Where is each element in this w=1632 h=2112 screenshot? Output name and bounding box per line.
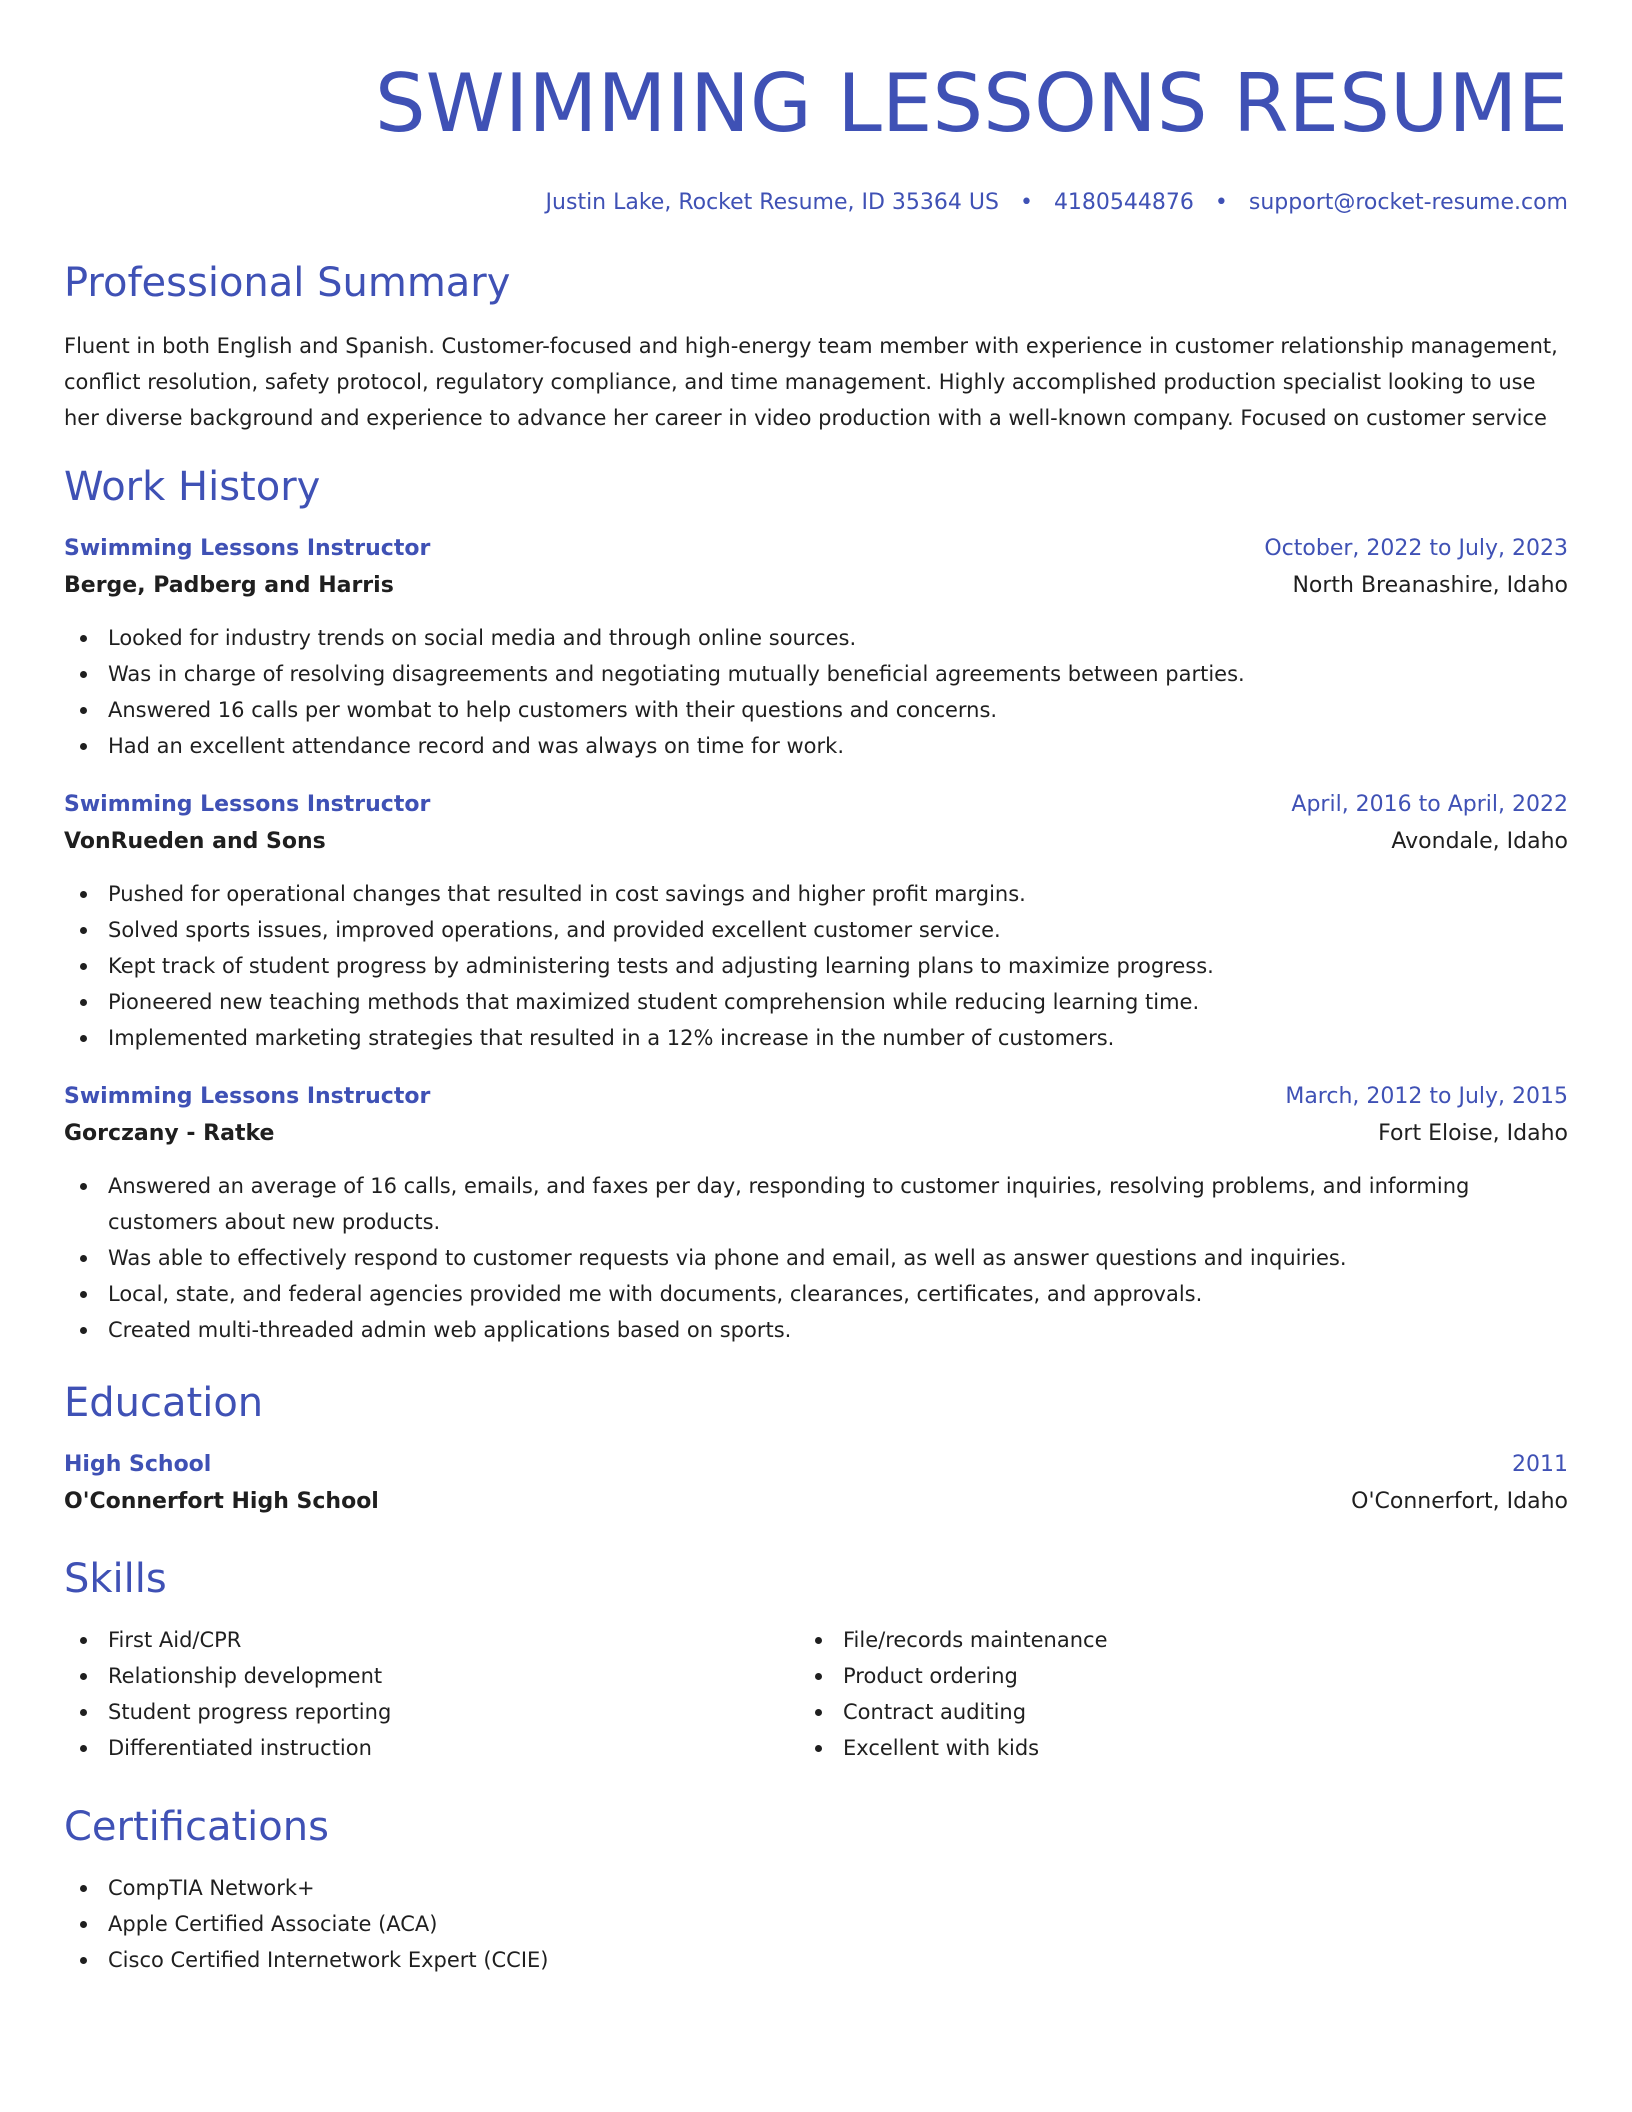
job-entry (64, 1080, 1568, 1348)
work-history-section (64, 462, 1568, 1348)
job-duties-list (64, 620, 1568, 764)
job-title: Swimming Lessons Instructor (64, 792, 431, 817)
job-title: Swimming Lessons Instructor (64, 536, 431, 561)
contact-line (64, 188, 1568, 218)
skills-grid (64, 1622, 1568, 1766)
education-entry (64, 1448, 1568, 1522)
job-company: Gorczany - Ratke (64, 1121, 275, 1146)
job-location: Avondale, Idaho (1391, 829, 1568, 854)
job-entry (64, 532, 1568, 764)
job-company: VonRueden and Sons (64, 829, 326, 854)
education-school: O'Connerfort High School (64, 1489, 379, 1514)
education-year: 2011 (1512, 1452, 1568, 1477)
job-dates: October, 2022 to July, 2023 (1264, 536, 1568, 561)
job-dates: April, 2016 to April, 2022 (1291, 792, 1568, 817)
summary-text: Fluent in both English and Spanish. Customer-focused and high-energy team member with experience in customer relationship management, conflict resolution, safety protocol, regulatory compliance, and time management. Highly accomplished production specialist looking to use her diverse background and experience to advance her career in video production with a well-known company. Focused on customer service (64, 334, 1558, 430)
contact-separator: • (1214, 190, 1228, 215)
job-duties-list (64, 876, 1568, 1056)
job-duty-item: Was in charge of resolving disagreements and negotiating mutually beneficial agreements between parties. (64, 656, 1568, 692)
skills-list-right (799, 1622, 1534, 1766)
skill-item: Excellent with kids (799, 1730, 1534, 1766)
education-heading: Education (64, 1380, 264, 1426)
skill-item: File/records maintenance (799, 1622, 1534, 1658)
summary-heading: Professional Summary (64, 260, 511, 306)
job-entry (64, 788, 1568, 1056)
skill-item: Product ordering (799, 1658, 1534, 1694)
resume-title: SWIMMING LESSONS RESUME (374, 57, 1568, 150)
job-title: Swimming Lessons Instructor (64, 1084, 431, 1109)
certification-item: CompTIA Network+ (64, 1870, 1568, 1906)
job-location: Fort Eloise, Idaho (1378, 1121, 1568, 1146)
job-location: North Breanashire, Idaho (1292, 573, 1568, 598)
job-company: Berge, Padberg and Harris (64, 573, 394, 598)
certifications-heading: Certifications (64, 1804, 329, 1850)
job-duty-item: Created multi-threaded admin web applications based on sports. (64, 1312, 1568, 1348)
job-dates: March, 2012 to July, 2015 (1285, 1084, 1568, 1109)
work-history-heading: Work History (64, 464, 321, 510)
contact-email: support@rocket-resume.com (1248, 190, 1568, 215)
job-duty-item: Was able to effectively respond to customer requests via phone and email, as well as answer questions and inquiries. (64, 1240, 1568, 1276)
skills-section (64, 1554, 1568, 1766)
certifications-list (64, 1870, 1568, 1978)
contact-separator: • (1019, 190, 1033, 215)
job-duty-item: Had an excellent attendance record and was always on time for work. (64, 728, 1568, 764)
job-duty-item: Kept track of student progress by administering tests and adjusting learning plans to maximize progress. (64, 948, 1568, 984)
contact-phone: 4180544876 (1053, 190, 1194, 215)
skill-item: Relationship development (64, 1658, 799, 1694)
job-duties-list (64, 1168, 1568, 1348)
job-duty-item: Implemented marketing strategies that resulted in a 12% increase in the number of customers. (64, 1020, 1568, 1056)
skill-item: Student progress reporting (64, 1694, 799, 1730)
job-duty-item: Answered 16 calls per wombat to help customers with their questions and concerns. (64, 692, 1568, 728)
skill-item: Differentiated instruction (64, 1730, 799, 1766)
job-duty-item: Pushed for operational changes that resulted in cost savings and higher profit margins. (64, 876, 1568, 912)
education-degree: High School (64, 1452, 212, 1477)
summary-section (64, 258, 1568, 436)
contact-address: Justin Lake, Rocket Resume, ID 35364 US (545, 190, 999, 215)
skill-item: Contract auditing (799, 1694, 1534, 1730)
job-list (64, 532, 1568, 1348)
job-duty-item: Pioneered new teaching methods that maximized student comprehension while reducing learning time. (64, 984, 1568, 1020)
job-duty-item: Local, state, and federal agencies provided me with documents, clearances, certificates, and approvals. (64, 1276, 1568, 1312)
job-duty-item: Solved sports issues, improved operations, and provided excellent customer service. (64, 912, 1568, 948)
skills-list-left (64, 1622, 799, 1766)
certification-item: Apple Certified Associate (ACA) (64, 1906, 1568, 1942)
education-location: O'Connerfort, Idaho (1351, 1489, 1568, 1514)
skills-heading: Skills (64, 1556, 167, 1602)
skill-item: First Aid/CPR (64, 1622, 799, 1658)
certifications-section (64, 1802, 1568, 1978)
job-duty-item: Looked for industry trends on social media and through online sources. (64, 620, 1568, 656)
education-section (64, 1378, 1568, 1522)
job-duty-item: Answered an average of 16 calls, emails, and faxes per day, responding to customer inquiries, resolving problems, and informing customers about new products. (64, 1168, 1568, 1240)
certification-item: Cisco Certified Internetwork Expert (CCIE) (64, 1942, 1568, 1978)
